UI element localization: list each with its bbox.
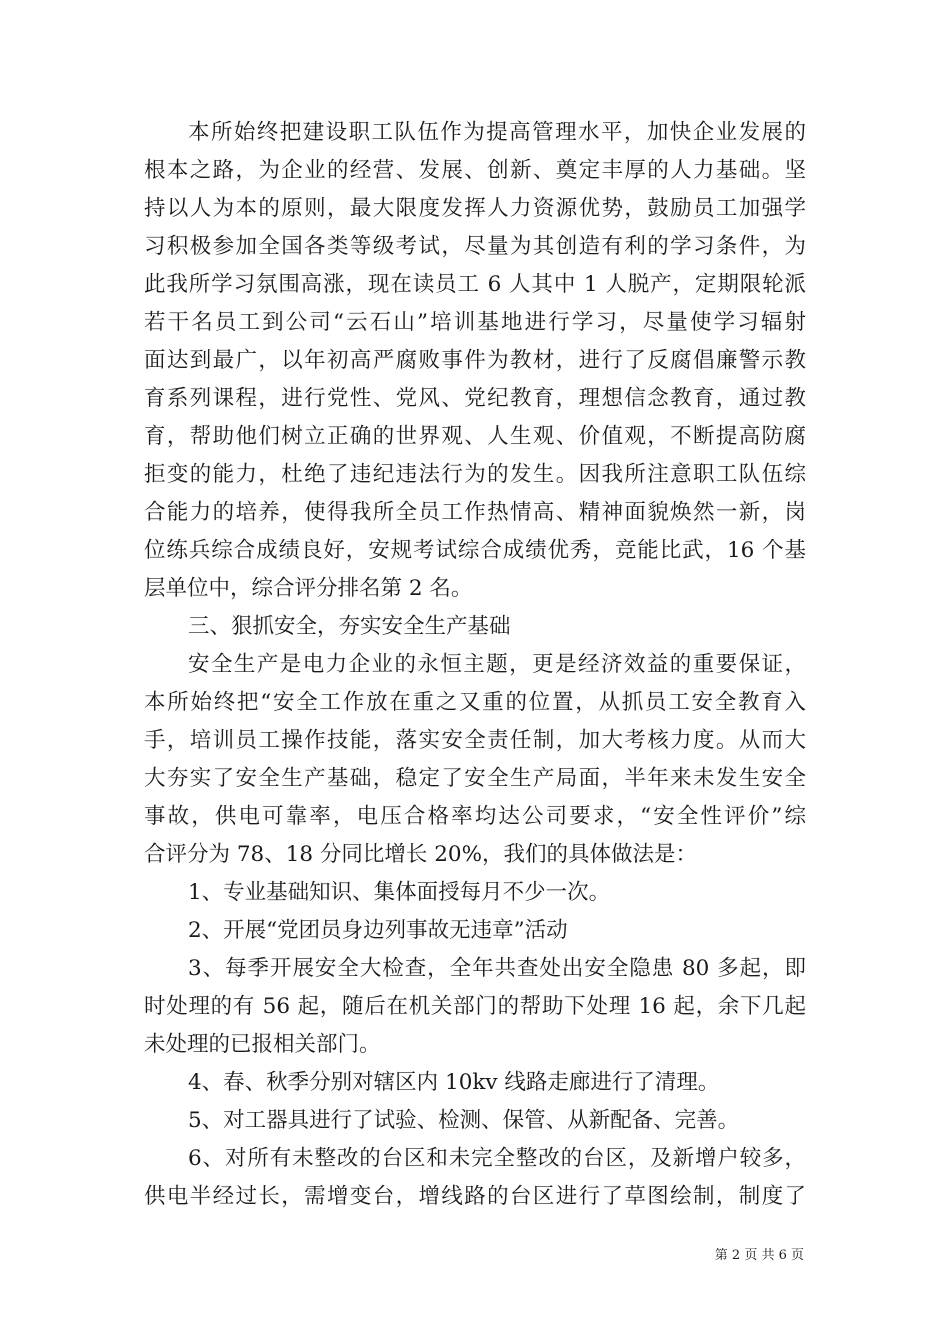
text-line: 育，帮助他们树立正确的世界观、人生观、价值观，不断提高防腐 (144, 424, 806, 449)
text-line: 若干名员工到公司“云石山”培训基地进行学习，尽量使学习辐射 (144, 310, 806, 335)
text-line: 安全生产是电力企业的永恒主题，更是经济效益的重要保证， (188, 652, 806, 677)
list-item: 3、每季开展安全大检查，全年共查处出安全隐患 80 多起，即 (188, 956, 806, 981)
text-line: 拒变的能力，杜绝了违纪违法行为的发生。因我所注意职工队伍综 (144, 462, 806, 487)
text-line: 育系列课程，进行党性、党风、党纪教育，理想信念教育，通过教 (144, 386, 806, 411)
text-line: 供电半经过长，需增变台，增线路的台区进行了草图绘制，制度了 (144, 1184, 806, 1209)
list-item: 5、对工器具进行了试验、检测、保管、从新配备、完善。 (188, 1108, 740, 1133)
list-item: 2、开展“党团员身边列事故无违章”活动 (188, 918, 568, 943)
list-item: 4、春、秋季分别对辖区内 10kv 线路走廊进行了清理。 (188, 1070, 720, 1095)
text-line: 面达到最广，以年初高严腐败事件为教材，进行了反腐倡廉警示教 (144, 348, 806, 373)
text-line: 此我所学习氛围高涨，现在读员工 6 人其中 1 人脱产，定期限轮派 (144, 272, 806, 297)
text-line: 合评分为 78、18 分同比增长 20%，我们的具体做法是： (144, 842, 698, 867)
text-line: 本所始终把建设职工队伍作为提高管理水平，加快企业发展的 (188, 120, 806, 145)
page-number: 第 2 页 共 6 页 (714, 1248, 804, 1263)
text-line: 事故，供电可靠率，电压合格率均达公司要求，“安全性评价”综 (144, 804, 806, 829)
list-item: 6、对所有未整改的台区和未完全整改的台区，及新增户较多， (188, 1146, 806, 1171)
text-line: 位练兵综合成绩良好，安规考试综合成绩优秀，竞能比武，16 个基 (144, 538, 806, 563)
text-line: 本所始终把“安全工作放在重之又重的位置，从抓员工安全教育入 (144, 690, 806, 715)
text-line: 合能力的培养，使得我所全员工作热情高、精神面貌焕然一新，岗 (144, 500, 806, 525)
text-line: 层单位中，综合评分排名第 2 名。 (144, 576, 473, 601)
text-line: 时处理的有 56 起，随后在机关部门的帮助下处理 16 起，余下几起 (144, 994, 806, 1019)
list-item: 1、专业基础知识、集体面授每月不少一次。 (188, 880, 611, 905)
section-heading: 三、狠抓安全，夯实安全生产基础 (188, 614, 511, 639)
text-line: 未处理的已报相关部门。 (144, 1032, 381, 1057)
text-line: 持以人为本的原则，最大限度发挥人力资源优势，鼓励员工加强学 (144, 196, 806, 221)
text-line: 根本之路，为企业的经营、发展、创新、奠定丰厚的人力基础。坚 (144, 158, 806, 183)
text-line: 手，培训员工操作技能，落实安全责任制，加大考核力度。从而大 (144, 728, 806, 753)
text-line: 习积极参加全国各类等级考试，尽量为其创造有利的学习条件，为 (144, 234, 806, 259)
text-line: 大夯实了安全生产基础，稳定了安全生产局面，半年来未发生安全 (144, 766, 806, 791)
